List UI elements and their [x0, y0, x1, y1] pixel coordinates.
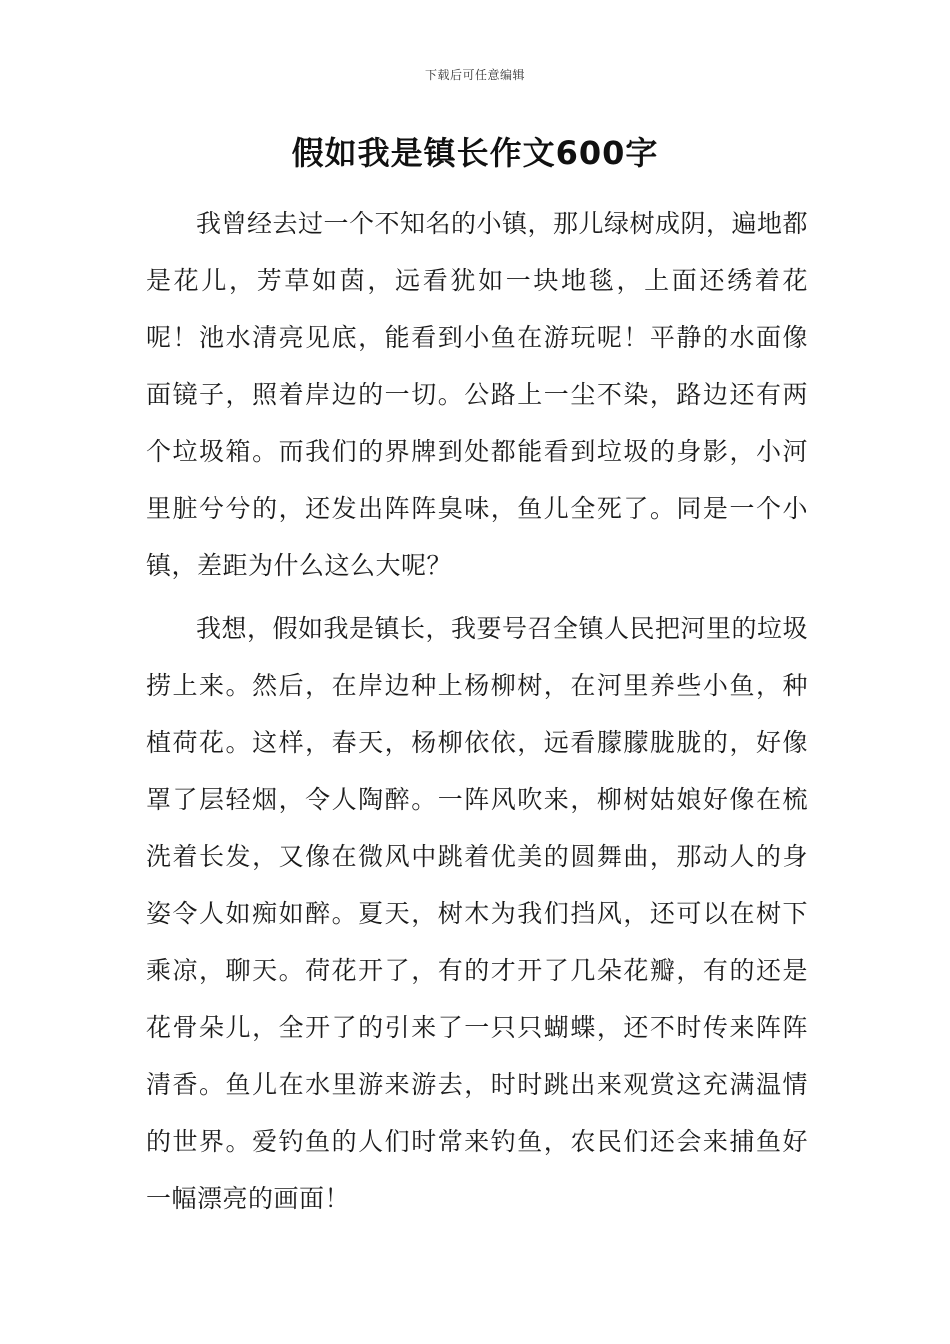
header-note: 下载后可任意编辑	[424, 68, 525, 82]
essay-body	[146, 195, 808, 1233]
paragraph-1: 我曾经去过一个不知名的小镇，那儿绿树成阴，遍地都是花儿，芳草如茵，远看犹如一块地毯，上面还绣着花呢！池水清亮见底，能看到小鱼在游玩呢！平静的水面像面镜子，照着岸边的一切。公路上一尘不染，路边还有两个垃圾箱。而我们的界牌到处都能看到垃圾的身影，小河里脏兮兮的，还发出阵阵臭味，鱼儿全死了。同是一个小镇，差距为什么这么大呢？	[146, 209, 809, 580]
paragraph-2: 我想，假如我是镇长，我要号召全镇人民把河里的垃圾捞上来。然后，在岸边种上杨柳树，在河里养些小鱼，种植荷花。这样，春天，杨柳依依，远看朦朦胧胧的，好像罩了层轻烟，令人陶醉。一阵风吹来，柳树姑娘好像在梳洗着长发，又像在微风中跳着优美的圆舞曲，那动人的身姿令人如痴如醉。夏天，树木为我们挡风，还可以在树下乘凉，聊天。荷花开了，有的才开了几朵花瓣，有的还是花骨朵儿，全开了的引来了一只只蝴蝶，还不时传来阵阵清香。鱼儿在水里游来游去，时时跳出来观赏这充满温情的世界。爱钓鱼的人们时常来钓鱼，农民们还会来捕鱼好一幅漂亮的画面！	[146, 614, 809, 1213]
page-title: 假如我是镇长作文600字	[291, 134, 659, 172]
